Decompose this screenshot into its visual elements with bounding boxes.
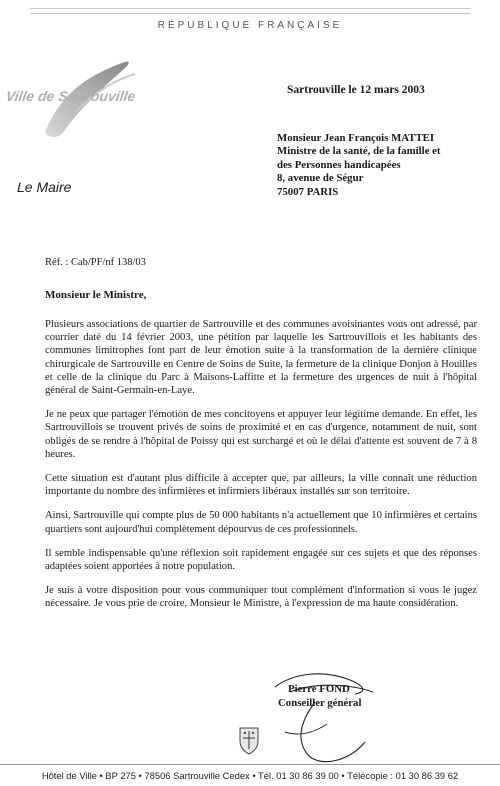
body-paragraph: Je ne peux que partager l'émotion de mes concitoyens et appuyer leur légitime demande. En effet, les Sartrouvillois se trouvent privés de soins de proximité et en cas d'urgence, notamment de nuit, sont obligés de se rendre à l'hôpital de Poissy qui est surchargé et où le délai d'attente est souvent de 7 à 8 heures. bbox=[45, 409, 477, 460]
body-paragraph: Plusieurs associations de quartier de Sartrouville et des communes avoisinantes vous ont adressé, par courrier daté du 14 février 2003, une pétition par laquelle les Sartrouvillois et les habitants des communes limitrophes font part de leur émotion suite à la transformation de la dernière clinique chirurgicale de Sartrouville en Centre de Soins de Suite, la fermeture de la clinique Donjon à Houilles et celle de la clinique du Parc à Maisons-Laffitte et la fermeture des urgences de nuit à l'hôpital général de Saint-Germain-en-Laye. bbox=[45, 319, 477, 397]
signature-block bbox=[278, 682, 361, 710]
footer-address: Hôtel de Ville • BP 275 • 78506 Sartrouville Cedex • Tél. 01 30 86 39 00 • Télécopie : 01 30 86 39 62 bbox=[41, 770, 459, 781]
footer-rule bbox=[0, 764, 500, 765]
signatory-title: Conseiller général bbox=[278, 697, 362, 709]
reference-line: Réf. : Cab/PF/nf 138/03 bbox=[45, 257, 146, 268]
top-rule-secondary bbox=[30, 13, 470, 14]
letter-date: Sartrouville le 12 mars 2003 bbox=[287, 84, 425, 96]
salutation: Monsieur le Ministre, bbox=[45, 289, 147, 301]
body-paragraph: Il semble indispensable qu'une réflexion soit rapidement engagée sur ces sujets et que des réponses adaptées soient apportées à notre population. bbox=[45, 547, 477, 573]
body-paragraph: Ainsi, Sartrouville qui compte plus de 50 000 habitants n'a actuellement que 10 infirmières et certains quartiers sont aujourd'hui complètement dépourvus de ces professionnels. bbox=[45, 510, 477, 535]
recipient-line: Ministre de la santé, de la famille et bbox=[277, 145, 441, 158]
recipient-line: 8, avenue de Ségur bbox=[277, 172, 364, 185]
republic-header: RÉPUBLIQUE FRANÇAISE bbox=[157, 20, 343, 31]
recipient-address bbox=[277, 132, 497, 199]
body-paragraph: Je suis à votre disposition pour vous communiquer tout complément d'information si vous le jugez nécessaire. Je vous prie de croire, Monsieur le Ministre, à l'expression de ma haute considération. bbox=[45, 585, 477, 610]
coat-of-arms-icon bbox=[238, 725, 260, 755]
top-rule bbox=[30, 8, 470, 9]
city-logo-text: Ville de Sartrouville bbox=[4, 88, 137, 104]
recipient-line: 75007 PARIS bbox=[277, 185, 339, 198]
recipient-line: des Personnes handicapées bbox=[277, 158, 401, 171]
body-paragraph: Cette situation est d'autant plus difficile à accepter que, par ailleurs, la ville connaît une réduction importante du nombre des infirmières et infirmiers libéraux installés sur son territoire. bbox=[45, 473, 477, 498]
signatory-name: Pierre FOND bbox=[288, 683, 350, 695]
handwritten-signature-icon bbox=[255, 662, 385, 772]
sender-title: Le Maire bbox=[17, 179, 72, 195]
recipient-line: Monsieur Jean François MATTEI bbox=[277, 132, 435, 144]
letter-body bbox=[45, 318, 477, 622]
